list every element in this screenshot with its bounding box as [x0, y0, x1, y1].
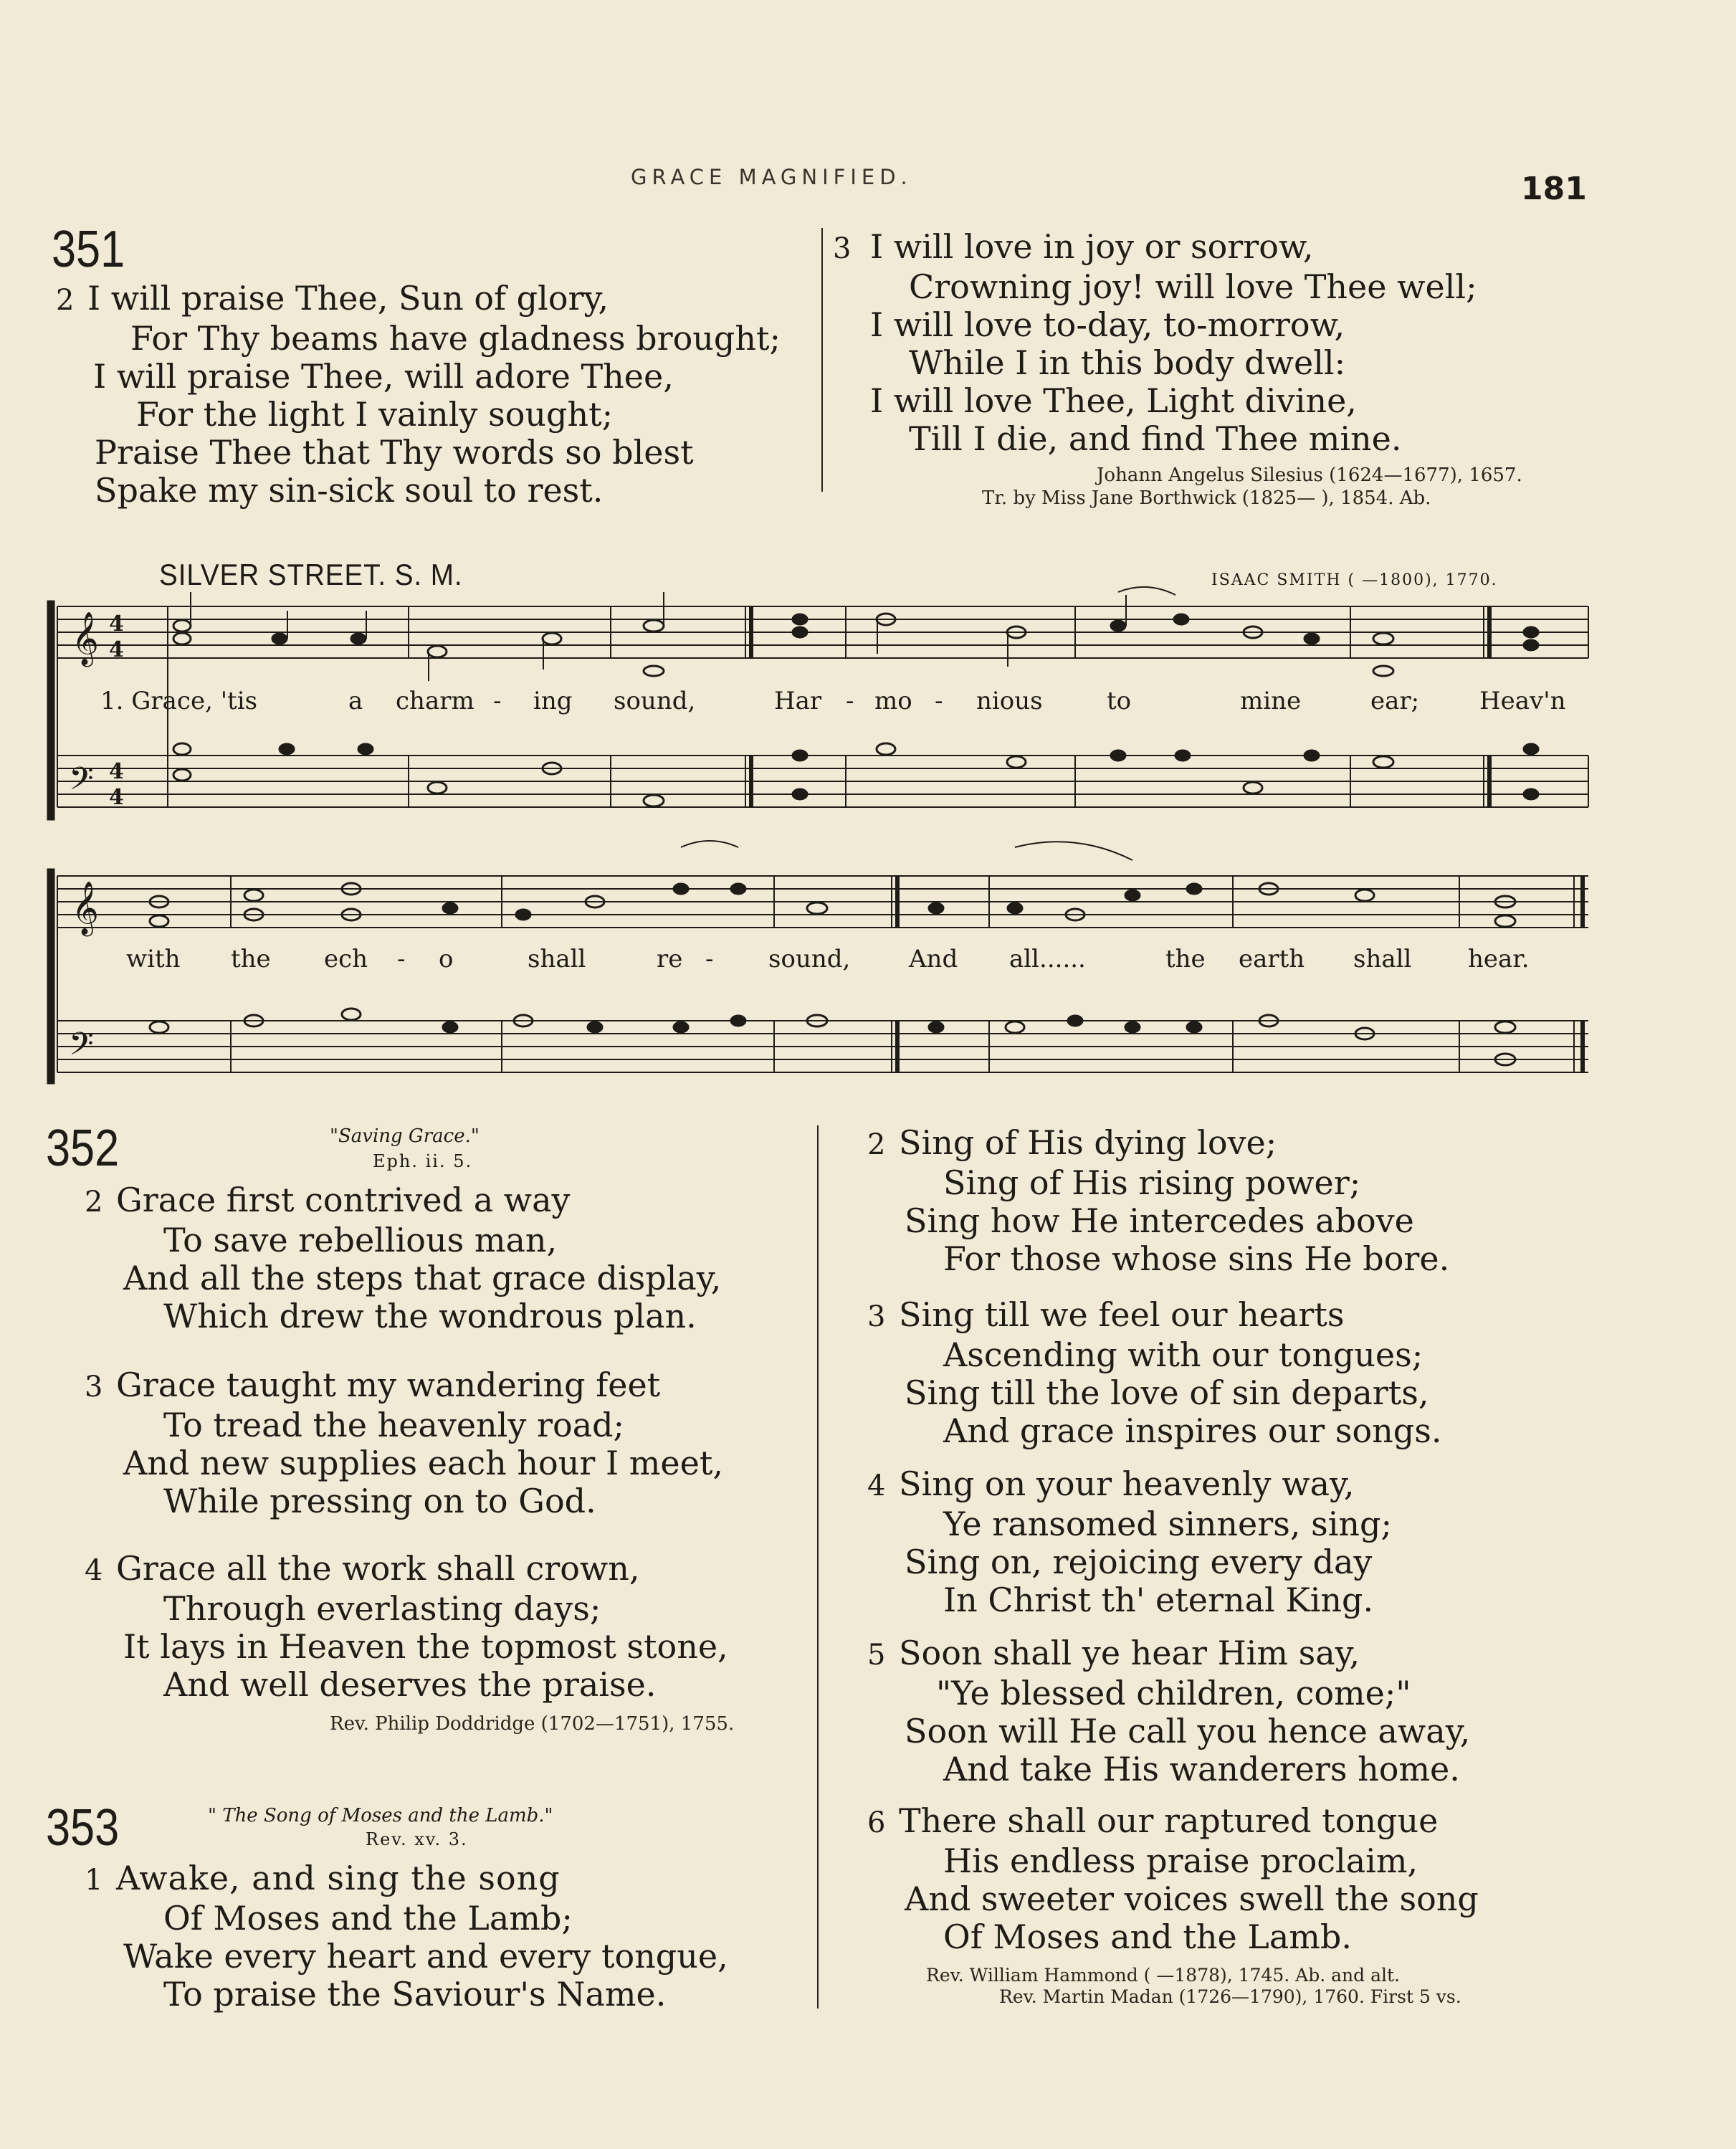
score-graphics	[47, 587, 1588, 1084]
slur	[1118, 587, 1175, 595]
hymn-353-number: 353	[46, 1799, 120, 1857]
note	[673, 883, 689, 895]
note	[428, 646, 447, 657]
lyric-syllable: -	[493, 687, 502, 715]
verse-line: Till I die, and find Thee mine.	[909, 419, 1402, 458]
lyric-syllable: charm	[396, 687, 474, 715]
note	[792, 750, 808, 761]
notes-system-2	[150, 883, 1515, 1065]
note	[173, 743, 191, 755]
verse-line: In Christ th' eternal King.	[943, 1581, 1374, 1619]
tune-composer: ISAAC SMITH ( —1800), 1770.	[1211, 571, 1498, 589]
hymn-353-verse-1	[85, 1859, 728, 2014]
note	[644, 620, 664, 632]
lyric-syllable: the	[231, 945, 271, 973]
note	[350, 633, 366, 644]
note	[442, 1021, 458, 1033]
verse-line: For the light I vainly sought;	[136, 395, 614, 434]
verse-line: There shall our raptured tongue	[899, 1801, 1439, 1840]
lyric-syllable: sound,	[768, 945, 851, 973]
note	[543, 633, 561, 644]
verse-number: 2	[56, 284, 75, 317]
lyric-syllable: ech	[324, 945, 368, 973]
treble-clef-icon: 𝄞	[72, 882, 99, 935]
verse-line: And grace inspires our songs.	[943, 1411, 1442, 1450]
hymn-352-subtitle: "Saving Grace."	[330, 1125, 480, 1147]
note	[1373, 666, 1393, 676]
hymn-351-author-credit: Johann Angelus Silesius (1624—1677), 1657.	[1097, 464, 1522, 486]
notes-system-1	[173, 592, 1539, 806]
verse-line: I will love Thee, Light divine,	[870, 381, 1357, 420]
verse-line: "Ye blessed children, come;"	[936, 1674, 1411, 1712]
verse-line: Awake, and sing the song	[116, 1859, 561, 1897]
hymn-353-verse-5	[867, 1634, 1470, 1788]
verse-line: I will love to-day, to-morrow,	[870, 305, 1345, 344]
note	[730, 883, 746, 895]
verse-line: To save rebellious man,	[163, 1221, 558, 1259]
verse-line: And well deserves the praise.	[163, 1665, 657, 1704]
note	[1304, 633, 1320, 644]
note	[442, 902, 458, 914]
lyric-syllable: re	[657, 945, 683, 973]
treble-staff-2	[57, 876, 1588, 928]
note	[1110, 620, 1126, 632]
time-signature-top: 4	[109, 611, 124, 637]
note	[279, 743, 295, 755]
lyric-syllable: all......	[1009, 945, 1086, 973]
note	[1007, 902, 1023, 914]
lyric-syllable: earth	[1239, 945, 1305, 973]
hymn-351-translator-credit: Tr. by Miss Jane Borthwick (1825— ), 1854. Ab.	[982, 487, 1431, 509]
note	[173, 633, 191, 644]
hymn-353-verse-3	[867, 1296, 1441, 1450]
note	[515, 909, 531, 920]
verse-number: 2	[85, 1186, 103, 1219]
lyric-syllable: shall	[528, 945, 586, 973]
lyric-syllable: -	[397, 945, 406, 973]
verse-number: 4	[867, 1469, 886, 1502]
running-title: GRACE MAGNIFIED.	[631, 165, 912, 189]
system-2-brace	[47, 869, 54, 1084]
note	[173, 769, 191, 781]
note	[1373, 633, 1393, 644]
time-signature-bottom: 4	[109, 637, 124, 662]
verse-line: Grace all the work shall crown,	[116, 1549, 640, 1588]
verse-line: His endless praise proclaim,	[943, 1841, 1418, 1880]
verse-line: I will praise Thee, Sun of glory,	[87, 279, 609, 318]
note	[1175, 750, 1191, 761]
bass-clef-icon: 𝄢	[69, 1025, 94, 1070]
note	[644, 666, 664, 676]
verse-line: Sing till we feel our hearts	[899, 1295, 1345, 1334]
verse-line: Sing how He intercedes above	[905, 1201, 1414, 1240]
verse-line: Sing till the love of sin departs,	[905, 1373, 1429, 1412]
verse-number: 1	[85, 1864, 103, 1897]
verse-number: 3	[867, 1300, 886, 1333]
hymn-353-verse-2	[867, 1124, 1449, 1278]
verse-line: And all the steps that grace display,	[123, 1259, 722, 1297]
note	[1244, 782, 1262, 794]
hymn-352-scripture-reference: Eph. ii. 5.	[373, 1151, 473, 1171]
hymn-353-subtitle: " The Song of Moses and the Lamb."	[208, 1805, 553, 1826]
note	[644, 795, 664, 806]
note	[807, 902, 827, 914]
verse-line: For Thy beams have gladness brought;	[130, 319, 781, 358]
hymn-353-verse-4	[867, 1465, 1392, 1619]
note	[150, 915, 168, 927]
column-divider-bottom	[817, 1125, 819, 2009]
note	[1304, 750, 1320, 761]
verse-number: 4	[85, 1554, 103, 1587]
lyric-syllable: 1. Grace, 'tis	[100, 687, 258, 715]
verse-line: While I in this body dwell:	[909, 343, 1346, 382]
lyric-syllable: -	[705, 945, 714, 973]
time-signature-bottom: 4	[109, 785, 124, 810]
lyric-syllable: shall	[1353, 945, 1412, 973]
note	[150, 1021, 168, 1033]
note	[173, 620, 191, 632]
verse-line: I will praise Thee, will adore Thee,	[93, 357, 674, 396]
hymn-353-scripture-reference: Rev. xv. 3.	[366, 1829, 468, 1849]
lyric-syllable: ing	[533, 687, 573, 715]
note	[1523, 626, 1539, 638]
page-number: 181	[1521, 171, 1587, 207]
hymn-353-author-credit: Rev. William Hammond ( —1878), 1745. Ab. and alt.	[926, 1965, 1400, 1986]
verse-line: Crowning joy! will love Thee well;	[909, 267, 1477, 306]
verse-line: Ascending with our tongues;	[943, 1335, 1423, 1374]
verse-line: Sing on, rejoicing every day	[905, 1543, 1373, 1581]
note	[358, 743, 373, 755]
note	[730, 1015, 746, 1026]
note	[1173, 614, 1189, 625]
verse-line: And sweeter voices swell the song	[905, 1879, 1479, 1918]
verse-line: Grace first contrived a way	[116, 1181, 571, 1219]
verse-line: Of Moses and the Lamb;	[163, 1899, 573, 1938]
note	[272, 633, 287, 644]
verse-line: Wake every heart and every tongue,	[123, 1937, 728, 1976]
note	[1523, 743, 1539, 755]
verse-line: Sing of His dying love;	[899, 1123, 1277, 1162]
verse-line: Spake my sin-sick soul to rest.	[95, 471, 604, 510]
verse-line: For those whose sins He bore.	[943, 1239, 1450, 1278]
verse-line: To praise the Saviour's Name.	[163, 1975, 667, 2014]
note	[1186, 1021, 1202, 1033]
lyric-syllable: with	[126, 945, 181, 973]
lyric-syllable: the	[1165, 945, 1206, 973]
verse-line: Sing on your heavenly way,	[899, 1464, 1355, 1503]
hymn-351-number: 351	[52, 221, 125, 278]
hymn-352-number: 352	[46, 1120, 120, 1177]
hymn-352-author-credit: Rev. Philip Doddridge (1702—1751), 1755.	[330, 1713, 735, 1735]
note	[1007, 756, 1026, 768]
note	[928, 1021, 944, 1033]
lyric-syllable: sound,	[614, 687, 696, 715]
verse-line: And new supplies each hour I meet,	[123, 1444, 723, 1482]
verse-line: Which drew the wondrous plan.	[163, 1297, 697, 1335]
hymn-353-verse-6	[867, 1802, 1479, 1956]
note	[1006, 1021, 1024, 1033]
note	[1355, 890, 1374, 901]
lyric-syllable: And	[909, 945, 958, 973]
verse-line: Sing of His rising power;	[943, 1163, 1361, 1202]
verse-number: 5	[867, 1639, 886, 1672]
note	[1523, 639, 1539, 651]
lyric-syllable: mine	[1240, 687, 1302, 715]
verse-line: I will love in joy or sorrow,	[870, 227, 1314, 266]
verse-line: Soon will He call you hence away,	[905, 1712, 1471, 1750]
verse-line: Ye ransomed sinners, sing;	[943, 1505, 1392, 1543]
hymn-353-second-author-credit: Rev. Martin Madan (1726—1790), 1760. First 5 vs.	[999, 1986, 1461, 2007]
verse-line: Soon shall ye hear Him say,	[899, 1634, 1360, 1672]
note	[1125, 1021, 1140, 1033]
note	[1495, 1021, 1515, 1033]
verse-number: 2	[867, 1128, 886, 1161]
lyric-syllable: -	[935, 687, 943, 715]
note	[1186, 883, 1202, 895]
note	[1067, 1015, 1083, 1026]
verse-line: Of Moses and the Lamb.	[943, 1917, 1352, 1956]
lyric-syllable: hear.	[1468, 945, 1530, 973]
lyric-syllable: ear;	[1370, 687, 1420, 715]
note	[1125, 890, 1140, 901]
note	[1373, 756, 1393, 768]
verse-line: While pressing on to God.	[163, 1482, 596, 1520]
hymn-352-verse-4	[85, 1550, 728, 1704]
verse-line: Grace taught my wandering feet	[116, 1366, 661, 1404]
verse-number: 6	[867, 1806, 886, 1839]
verse-line: To tread the heavenly road;	[163, 1406, 625, 1444]
note	[244, 890, 263, 901]
note	[673, 1021, 689, 1033]
verse-number: 3	[85, 1371, 103, 1404]
system-1-brace	[47, 601, 54, 820]
verse-line: Praise Thee that Thy words so blest	[95, 433, 694, 472]
verse-number: 3	[833, 232, 852, 265]
note	[1523, 788, 1539, 800]
lyric-syllable: nious	[976, 687, 1043, 715]
note	[877, 743, 895, 755]
lyric-syllable: to	[1107, 687, 1132, 715]
verse-line: It lays in Heaven the topmost stone,	[123, 1627, 728, 1666]
barlines-2	[57, 876, 1583, 1072]
lyric-syllable: Heav'n	[1479, 687, 1566, 715]
bass-staff-1	[57, 756, 1588, 807]
lyric-syllable: mo	[874, 687, 912, 715]
lyric-syllable: -	[846, 687, 854, 715]
note	[928, 902, 944, 914]
note	[587, 1021, 603, 1033]
slur	[681, 841, 738, 847]
note	[1110, 750, 1126, 761]
time-signature-top: 4	[109, 759, 124, 784]
note	[1495, 915, 1515, 927]
note	[342, 1009, 361, 1020]
bass-clef-icon: 𝄢	[69, 760, 94, 805]
hymn-352-verse-2	[85, 1181, 721, 1335]
hymn-352-verse-3	[85, 1366, 723, 1520]
note	[792, 788, 808, 800]
note	[428, 782, 447, 794]
lyric-syllable: a	[348, 687, 363, 715]
lyric-syllable: Har	[774, 687, 822, 715]
note	[792, 626, 808, 638]
tune-name: SILVER STREET. S. M.	[159, 558, 463, 591]
treble-clef-icon: 𝄞	[72, 612, 99, 665]
verse-line: And take His wanderers home.	[943, 1750, 1460, 1788]
slur	[1015, 842, 1132, 860]
verse-line: Through everlasting days;	[163, 1589, 601, 1628]
note	[792, 614, 808, 625]
lyric-syllable: o	[439, 945, 454, 973]
